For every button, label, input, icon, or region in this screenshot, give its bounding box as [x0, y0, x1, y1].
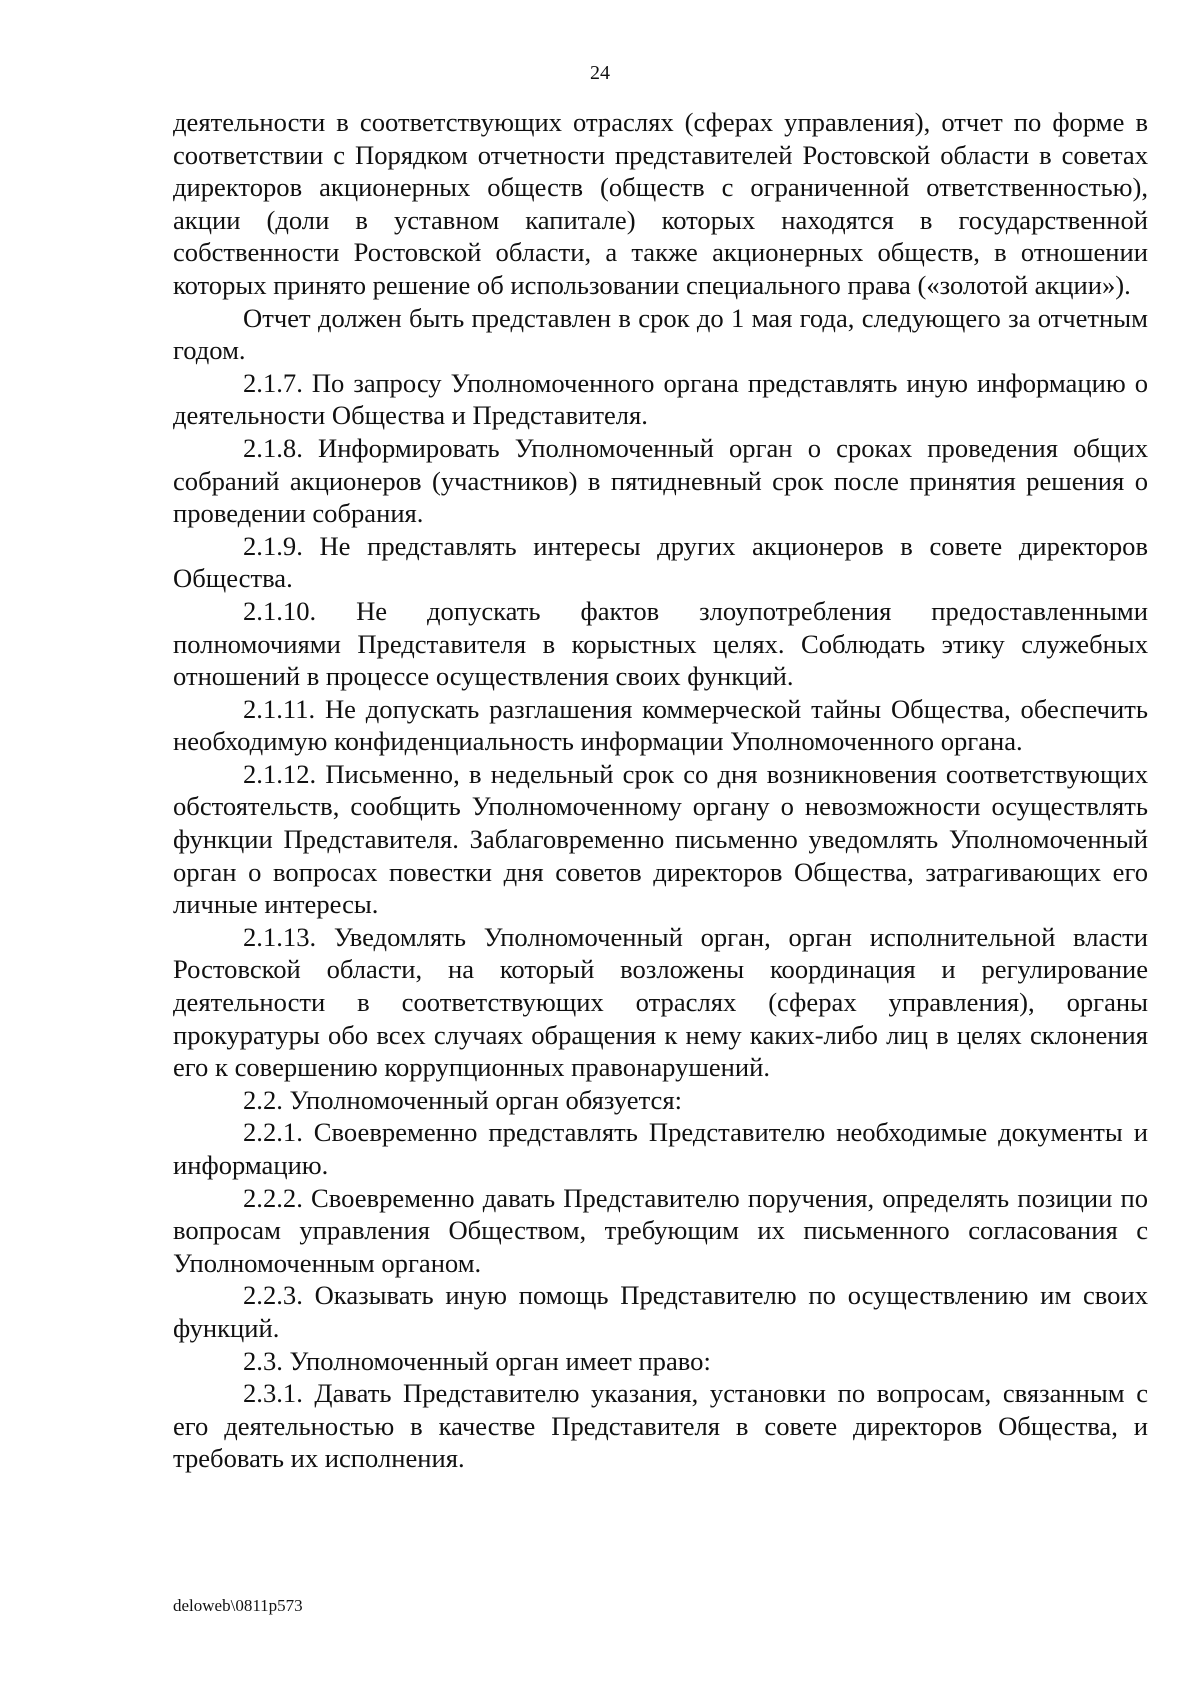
clause-2-1-13: 2.1.13. Уведомлять Уполномоченный орган, орган исполнительной власти Ростовской области, на который возложены координация и регулирование деятельности в соответствующих отраслях (сферах управления), органы прокуратуры обо всех случаях обращения к нему каких-либо лиц в целях склонения его к совершению коррупционных правонарушений. — [173, 921, 1148, 1083]
clause-2-2-1: 2.2.1. Своевременно представлять Представителю необходимые документы и информацию. — [173, 1117, 1148, 1180]
clause-2-2-3: 2.2.3. Оказывать иную помощь Представителю по осуществлению им своих функций. — [173, 1280, 1148, 1343]
clause-2-2: 2.2. Уполномоченный орган обязуется: — [243, 1084, 682, 1115]
clause-2-1-8: 2.1.8. Информировать Уполномоченный орган о сроках проведения общих собраний акционеров (участников) в пятидневный срок после принятия решения о проведении собрания. — [173, 432, 1148, 529]
clause-2-3: 2.3. Уполномоченный орган имеет право: — [243, 1345, 711, 1376]
document-body — [173, 106, 1148, 1475]
clause-2-1-10: 2.1.10. Не допускать фактов злоупотребления предоставленными полномочиями Представителя в корыстных целях. Соблюдать этику служебных отношений в процессе осуществления своих функций. — [173, 595, 1148, 692]
document-footer-code: deloweb\0811p573 — [173, 1596, 303, 1615]
page-number: 24 — [590, 62, 610, 84]
clause-2-2-2: 2.2.2. Своевременно давать Представителю поручения, определять позиции по вопросам управления Обществом, требующим их письменного согласования с Уполномоченным органом. — [173, 1182, 1148, 1278]
paragraph-report-deadline: Отчет должен быть представлен в срок до 1 мая года, следующего за отчетным годом. — [173, 302, 1148, 366]
paragraph-reporting-form: деятельности в соответствующих отраслях (сферах управления), отчет по форме в соответствии с Порядком отчетности представителей Ростовской области в советах директоров акционерных обществ (обществ с ограниченной ответственностью), акции (доли в уставном капитале) которых находятся в государственной собственности Ростовской области, а также акционерных обществ, в отношении которых принято решение об использовании специального права («золотой акции»). — [173, 107, 1148, 300]
clause-2-1-7: 2.1.7. По запросу Уполномоченного органа представлять иную информацию о деятельности Общества и Представителя. — [173, 367, 1148, 431]
clause-2-1-12: 2.1.12. Письменно, в недельный срок со дня возникновения соответствующих обстоятельств, сообщить Уполномоченному органу о невозможности осуществлять функции Представителя. Заблаговременно письменно уведомлять Уполномоченный орган о вопросах повестки дня советов директоров Общества, затрагивающих его личные интересы. — [173, 758, 1148, 920]
clause-2-1-11: 2.1.11. Не допускать разглашения коммерческой тайны Общества, обеспечить необходимую конфиденциальность информации Уполномоченного органа. — [173, 693, 1148, 757]
clause-2-1-9: 2.1.9. Не представлять интересы других акционеров в совете директоров Общества. — [173, 530, 1148, 594]
clause-2-3-1: 2.3.1. Давать Представителю указания, установки по вопросам, связанным с его деятельностью в качестве Представителя в совете директоров Общества, и требовать их исполнения. — [173, 1378, 1148, 1474]
